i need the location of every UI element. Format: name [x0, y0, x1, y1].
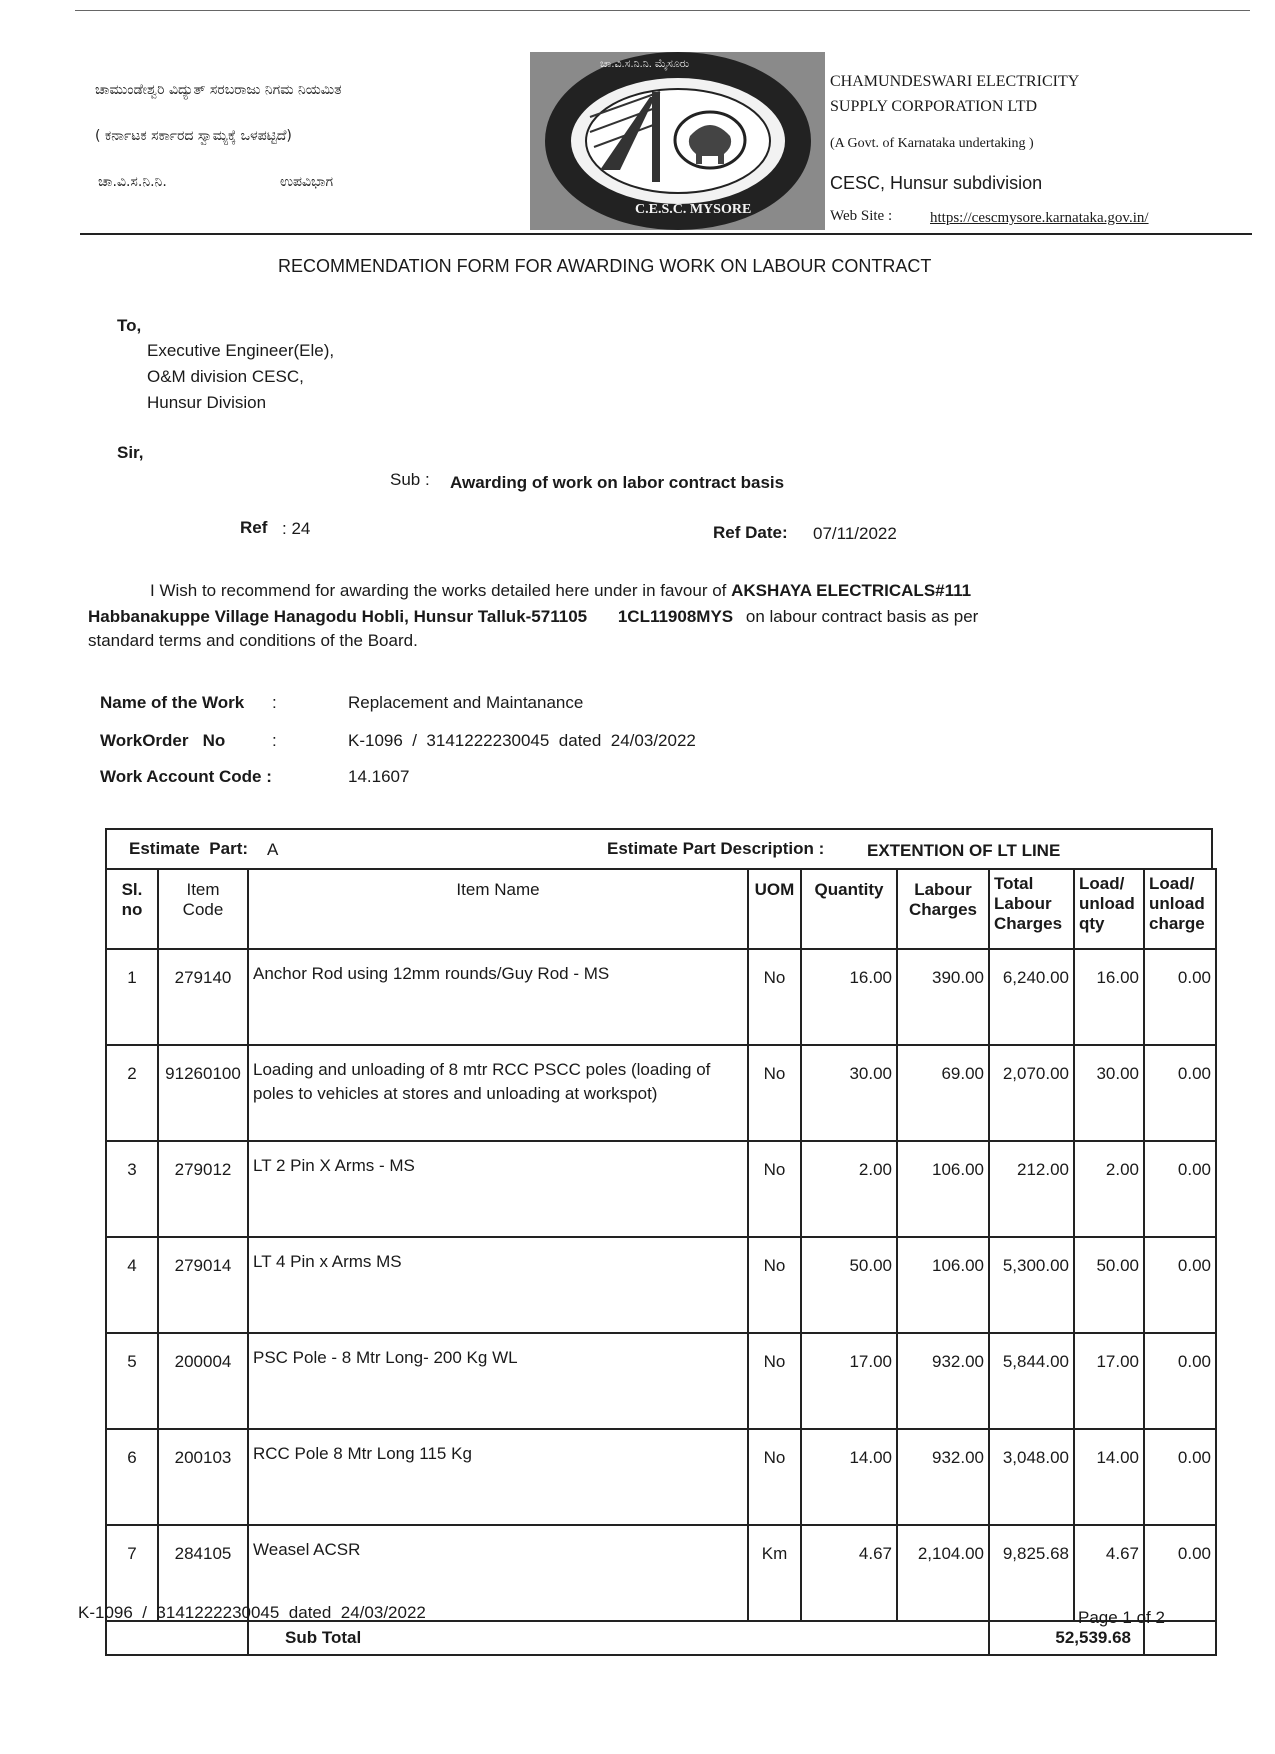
cell-sl-no: 3: [106, 1141, 158, 1237]
cell-item-name: LT 2 Pin X Arms - MS: [248, 1141, 748, 1237]
ref-date-label: Ref Date:: [713, 523, 788, 542]
col-header: Sl. no: [106, 869, 158, 949]
cell-total-labour-charges: 9,825.68: [989, 1525, 1074, 1621]
kannada-abbrev: ಚಾ.ವಿ.ಸ.ನಿ.ನಿ.: [98, 174, 167, 190]
body-line1: [150, 578, 971, 604]
work-account-value: 14.1607: [348, 767, 410, 786]
cell-total-labour-charges: 6,240.00: [989, 949, 1074, 1045]
items-table: [105, 868, 1217, 1656]
cell-item-code: 279012: [158, 1141, 248, 1237]
cell-item-code: 200004: [158, 1333, 248, 1429]
cell-total-labour-charges: 212.00: [989, 1141, 1074, 1237]
cell-labour-charges: 106.00: [897, 1237, 989, 1333]
work-order-colon: :: [272, 731, 277, 750]
body-intro: I Wish to recommend for awarding the works detailed here under in favour of: [150, 581, 732, 600]
table-row: [106, 1141, 1216, 1237]
cell-item-code: 200103: [158, 1429, 248, 1525]
subject-text: Awarding of work on labor contract basis: [450, 473, 785, 492]
subtotal-row: [106, 1621, 1216, 1655]
work-order-value: K-1096 / 3141222230045 dated 24/03/2022: [348, 731, 696, 750]
kannada-company-name: ಚಾಮುಂಡೇಶ್ವರಿ ವಿದ್ಯುತ್ ಸರಬರಾಜು ನಿಗಮ ನಿಯಮಿತ: [95, 82, 342, 98]
cell-load-unload-qty: 17.00: [1074, 1333, 1144, 1429]
cell-item-name: Loading and unloading of 8 mtr RCC PSCC poles (loading of poles to vehicles at stores and unloading at workspot): [248, 1045, 748, 1141]
cell-item-name: PSC Pole - 8 Mtr Long- 200 Kg WL: [248, 1333, 748, 1429]
col-header: Total Labour Charges: [989, 869, 1074, 949]
cell-labour-charges: 2,104.00: [897, 1525, 989, 1621]
col-header: Load/ unload qty: [1074, 869, 1144, 949]
cell-uom: No: [748, 1237, 801, 1333]
cell-load-unload-qty: 16.00: [1074, 949, 1144, 1045]
ref-label: Ref: [240, 518, 268, 537]
cell-total-labour-charges: 5,300.00: [989, 1237, 1074, 1333]
cell-sl-no: 1: [106, 949, 158, 1045]
table-row: [106, 949, 1216, 1045]
contractor-name: AKSHAYA ELECTRICALS#111: [731, 581, 972, 600]
cell-labour-charges: 932.00: [897, 1429, 989, 1525]
contractor-code: 1CL11908MYS: [617, 607, 734, 626]
cell-quantity: 14.00: [801, 1429, 897, 1525]
logo-kannada-text: ಚಾ.ವಿ.ಸ.ನಿ.ನಿ. ಮೈಸೂರು: [600, 58, 690, 70]
cell-load-unload-charge: 0.00: [1144, 949, 1216, 1045]
cell-uom: No: [748, 1333, 801, 1429]
cell-uom: No: [748, 1045, 801, 1141]
cell-item-code: 91260100: [158, 1045, 248, 1141]
table-row: [106, 1429, 1216, 1525]
form-title: RECOMMENDATION FORM FOR AWARDING WORK ON LABOUR CONTRACT: [278, 256, 932, 276]
cell-quantity: 50.00: [801, 1237, 897, 1333]
subtotal-spacer: [106, 1621, 248, 1655]
cell-sl-no: 6: [106, 1429, 158, 1525]
cell-total-labour-charges: 5,844.00: [989, 1333, 1074, 1429]
cell-quantity: 16.00: [801, 949, 897, 1045]
ref-date-value: 07/11/2022: [813, 524, 897, 543]
work-account-label: Work Account Code :: [100, 767, 272, 786]
cell-quantity: 2.00: [801, 1141, 897, 1237]
cell-sl-no: 2: [106, 1045, 158, 1141]
cell-load-unload-charge: 0.00: [1144, 1237, 1216, 1333]
cell-item-name: RCC Pole 8 Mtr Long 115 Kg: [248, 1429, 748, 1525]
cell-load-unload-charge: 0.00: [1144, 1333, 1216, 1429]
cell-load-unload-qty: 30.00: [1074, 1045, 1144, 1141]
cell-item-code: 279140: [158, 949, 248, 1045]
addressee-line2: O&M division CESC,: [147, 367, 304, 386]
table-header-row: [106, 869, 1216, 949]
cell-load-unload-charge: 0.00: [1144, 1141, 1216, 1237]
cell-load-unload-qty: 14.00: [1074, 1429, 1144, 1525]
cell-load-unload-charge: 0.00: [1144, 1525, 1216, 1621]
table-row: [106, 1237, 1216, 1333]
cell-item-code: 279014: [158, 1237, 248, 1333]
cell-total-labour-charges: 3,048.00: [989, 1429, 1074, 1525]
company-name-line2: SUPPLY CORPORATION LTD: [830, 98, 1038, 115]
cell-labour-charges: 390.00: [897, 949, 989, 1045]
website-label: Web Site :: [830, 208, 893, 224]
col-header: Labour Charges: [897, 869, 989, 949]
col-header: Item Name: [248, 869, 748, 949]
table-row: [106, 1045, 1216, 1141]
col-header: Item Code: [158, 869, 248, 949]
body-tail: on labour contract basis as per: [745, 607, 979, 626]
estimate-desc-value: EXTENTION OF LT LINE: [867, 841, 1061, 860]
cell-load-unload-qty: 2.00: [1074, 1141, 1144, 1237]
kannada-subdivision: ಉಪವಿಭಾಗ: [280, 174, 334, 190]
cell-uom: No: [748, 1429, 801, 1525]
website-link[interactable]: https://cescmysore.karnataka.gov.in/: [930, 210, 1149, 226]
ref-value: : 24: [282, 519, 311, 538]
cell-total-labour-charges: 2,070.00: [989, 1045, 1074, 1141]
company-name-line1: CHAMUNDESWARI ELECTRICITY: [830, 73, 1080, 90]
cell-load-unload-charge: 0.00: [1144, 1429, 1216, 1525]
subdivision-name: CESC, Hunsur subdivision: [830, 173, 1043, 193]
work-name-label: Name of the Work: [100, 693, 245, 712]
body-line3: standard terms and conditions of the Board.: [88, 631, 418, 650]
cell-labour-charges: 106.00: [897, 1141, 989, 1237]
cell-uom: No: [748, 1141, 801, 1237]
cell-load-unload-qty: 50.00: [1074, 1237, 1144, 1333]
cell-quantity: 17.00: [801, 1333, 897, 1429]
cell-quantity: 4.67: [801, 1525, 897, 1621]
cell-sl-no: 4: [106, 1237, 158, 1333]
logo-mysore-text: C.E.S.C. MYSORE: [635, 202, 752, 217]
table-row: [106, 1333, 1216, 1429]
cell-load-unload-qty: 4.67: [1074, 1525, 1144, 1621]
to-label: To,: [117, 316, 142, 335]
cell-item-name: Anchor Rod using 12mm rounds/Guy Rod - MS: [248, 949, 748, 1045]
subject-label: Sub :: [390, 470, 430, 489]
top-rule: [75, 10, 1250, 11]
salutation: Sir,: [117, 443, 144, 462]
col-header: Quantity: [801, 869, 897, 949]
estimate-part-label: Estimate Part:: [129, 839, 249, 858]
cell-load-unload-charge: 0.00: [1144, 1045, 1216, 1141]
subtotal-value: 52,539.68: [989, 1621, 1144, 1655]
estimate-desc-label: Estimate Part Description :: [607, 839, 825, 858]
cell-uom: Km: [748, 1525, 801, 1621]
work-name-value: Replacement and Maintanance: [348, 693, 584, 712]
estimate-header-box: [105, 828, 1213, 868]
cell-labour-charges: 69.00: [897, 1045, 989, 1141]
cell-labour-charges: 932.00: [897, 1333, 989, 1429]
estimate-part-value: A: [267, 840, 279, 859]
footer-work-order: K-1096 / 3141222230045 dated 24/03/2022: [78, 1603, 426, 1622]
work-order-label: WorkOrder No: [100, 731, 226, 750]
cesc-logo: [530, 52, 825, 230]
cell-item-name: LT 4 Pin x Arms MS: [248, 1237, 748, 1333]
addressee-line3: Hunsur Division: [147, 393, 267, 412]
cell-sl-no: 5: [106, 1333, 158, 1429]
cell-uom: No: [748, 949, 801, 1045]
kannada-govt-note: ( ಕರ್ನಾಟಕ ಸರ್ಕಾರದ ಸ್ವಾಮ್ಯಕ್ಕೆ ಒಳಪಟ್ಟಿದೆ): [95, 128, 292, 144]
body-line2: [88, 604, 978, 630]
contractor-address: Habbanakuppe Village Hanagodu Hobli, Hunsur Talluk-571105: [88, 607, 588, 626]
cell-item-name: Weasel ACSR: [248, 1525, 748, 1621]
col-header: UOM: [748, 869, 801, 949]
header-rule: [80, 233, 1252, 235]
cell-item-code: 284105: [158, 1525, 248, 1621]
govt-undertaking: (A Govt. of Karnataka undertaking ): [830, 136, 1034, 151]
col-header: Load/ unload charge: [1144, 869, 1216, 949]
cell-quantity: 30.00: [801, 1045, 897, 1141]
footer-page-number: Page 1 of 2: [1078, 1608, 1165, 1627]
work-name-colon: :: [272, 693, 277, 712]
cell-sl-no: 7: [106, 1525, 158, 1621]
addressee-line1: Executive Engineer(Ele),: [147, 341, 335, 360]
subtotal-label: Sub Total: [248, 1621, 989, 1655]
table-body: [106, 949, 1216, 1621]
